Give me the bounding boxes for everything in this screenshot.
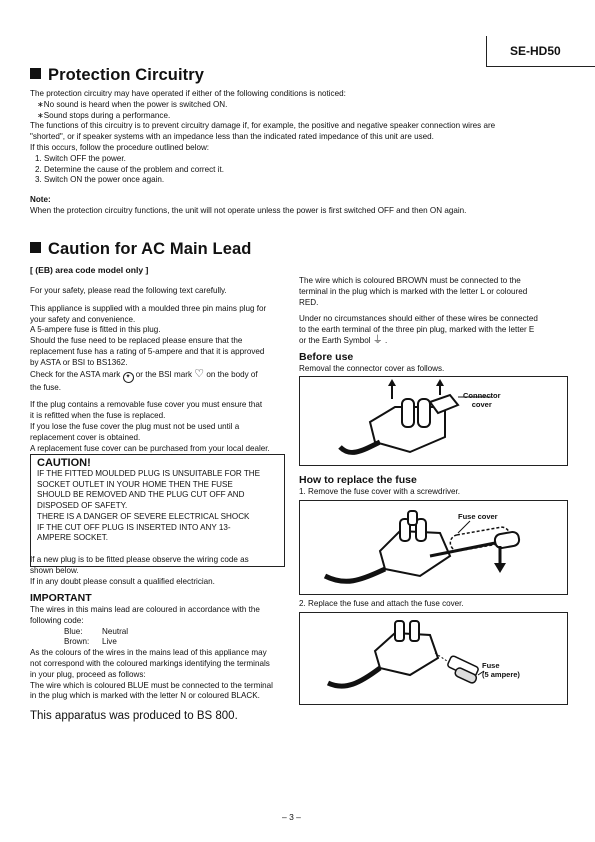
- brown-value: Live: [102, 637, 117, 647]
- protection-body: [30, 89, 575, 217]
- brown-wire-2: terminal in the plug which is marked with the letter L or coloured: [299, 286, 528, 296]
- fuse-cover-label: Fuse cover: [458, 512, 498, 521]
- caution-ac-title: Caution for AC Main Lead: [48, 240, 252, 258]
- caution-title: CAUTION!: [37, 457, 91, 469]
- replace-fuse-title: How to replace the fuse: [299, 474, 417, 486]
- earth-warning-3: [299, 336, 566, 347]
- new-plug-2: shown below.: [30, 565, 79, 575]
- wire-code-2: following code:: [30, 615, 84, 625]
- mark-check-a: Check for the ASTA mark: [30, 369, 121, 379]
- fuse-cover-1: If the plug contains a removable fuse cover you must ensure that: [30, 400, 263, 410]
- bs800-statement: This apparatus was produced to BS 800.: [30, 710, 238, 722]
- right-column-top: [299, 276, 566, 347]
- safety-read: For your safety, please read the following text carefully.: [30, 286, 227, 295]
- caution-line-6: IF THE CUT OFF PLUG IS INSERTED INTO ANY 13-: [37, 522, 231, 532]
- caution-ac-heading: [30, 240, 251, 259]
- fuse-label-2: (5 ampere): [482, 670, 520, 679]
- note-label: Note:: [30, 195, 51, 205]
- wire-code-1: The wires in this mains lead are coloured in accordance with the: [30, 605, 260, 614]
- connector-label: Connector: [463, 391, 501, 400]
- blue-value: Neutral: [102, 626, 129, 636]
- caution-box: [30, 454, 285, 567]
- figure-fuse: [299, 612, 568, 705]
- fuse-replace-3: by ASTA or BSI to BS1362.: [30, 357, 128, 367]
- blue-row: [30, 627, 287, 638]
- caution-line-5: THERE IS A DANGER OF SEVERE ELECTRICAL SHOCK: [37, 511, 250, 521]
- brown-wire-3: RED.: [299, 297, 319, 307]
- left-column: [30, 286, 287, 454]
- protection-title: Protection Circuitry: [48, 66, 205, 84]
- plug-text-1: This appliance is supplied with a moulded three pin mains plug for: [30, 303, 267, 313]
- brown-wire-1: The wire which is coloured BROWN must be connected to the: [299, 276, 521, 285]
- fuse-replace-2: replacement fuse has a rating of 5-ampere and that it is approved: [30, 346, 265, 356]
- earth-warning-1: Under no circumstances should either of these wires be connected: [299, 314, 538, 324]
- caution-line-7: AMPERE SOCKET.: [37, 533, 109, 543]
- caution-line-3: SHOULD BE REMOVED AND THE PLUG CUT OFF AND: [37, 490, 245, 500]
- colours-2: not correspond with the coloured markings identifying the terminals: [30, 658, 270, 668]
- fuse-replace-1: Should the fuse need to be replaced please ensure that the: [30, 336, 243, 346]
- connector-cover-label: [463, 391, 501, 409]
- replacement-cover: A replacement fuse cover can be purchased from your local dealer.: [30, 443, 270, 453]
- model-number: SE-HD50: [510, 44, 561, 58]
- protection-heading: [30, 66, 204, 85]
- step-3: 3. Switch ON the power once again.: [35, 175, 165, 185]
- figure-fuse-cover: [299, 500, 568, 595]
- fuse-illustration: [300, 613, 567, 704]
- plug-cover-illustration: [300, 377, 567, 465]
- lose-cover-2: replacement cover is obtained.: [30, 432, 141, 442]
- important-title: IMPORTANT: [30, 592, 92, 604]
- brown-row: [30, 637, 287, 648]
- new-plug-1: If a new plug is to be fitted please observe the wiring code as: [30, 555, 249, 564]
- protection-desc-1: The functions of this circuitry is to prevent circuitry damage if, for example, the positive and negative speaker connection wires are: [30, 121, 496, 131]
- replace-step-2: 2. Replace the fuse and attach the fuse cover.: [299, 599, 464, 608]
- lose-cover-1: If you lose the fuse cover the plug must not be used until a: [30, 421, 240, 431]
- blue-wire-2: in the plug which is marked with the letter N or coloured BLACK.: [30, 691, 260, 701]
- square-bullet-icon: [30, 242, 41, 253]
- fuse-cover-2: it is refitted when the fuse is replaced.: [30, 411, 166, 421]
- blue-wire-1: The wire which is coloured BLUE must be connected to the terminal: [30, 680, 273, 690]
- colours-1: As the colours of the wires in the mains lead of this appliance may: [30, 648, 267, 658]
- square-bullet-icon: [30, 68, 41, 79]
- consult-electrician: If in any doubt please consult a qualified electrician.: [30, 576, 215, 586]
- caution-text: [37, 469, 279, 544]
- mark-check-c: on the body of: [206, 369, 258, 379]
- note-text: When the protection circuitry functions, the unit will not operate unless the power is first switched OFF and then ON again.: [30, 205, 467, 215]
- screwdriver-illustration: [300, 501, 567, 594]
- condition-1: ∗No sound is heard when the power is switched ON.: [37, 99, 228, 109]
- replace-step-1: 1. Remove the fuse cover with a screwdriver.: [299, 487, 461, 496]
- protection-intro: The protection circuitry may have operated if either of the following conditions is noticed:: [30, 89, 346, 98]
- cover-label: cover: [471, 400, 492, 409]
- fuse-fitted-text: A 5-ampere fuse is fitted in this plug.: [30, 325, 161, 335]
- mark-check-line: [30, 369, 287, 383]
- caution-line-4: DISPOSED OF SAFETY.: [37, 501, 128, 511]
- earth-warning-2: to the earth terminal of the three pin plug, marked with the letter E: [299, 325, 535, 335]
- fuse-label: [482, 661, 520, 679]
- before-use-text: Removal the connector cover as follows.: [299, 364, 445, 373]
- fuse-label-1: Fuse: [482, 661, 500, 670]
- brown-label: Brown:: [64, 637, 90, 647]
- figure-connector-cover: [299, 376, 568, 466]
- after-box-text: [30, 555, 287, 587]
- colours-3: in your plug, proceed as follows:: [30, 669, 146, 679]
- earth-warning-3b: .: [385, 335, 388, 345]
- mark-check-b: or the BSI mark: [135, 369, 192, 379]
- plug-text-2: your safety and convenience.: [30, 314, 136, 324]
- procedure-intro: If this occurs, follow the procedure outlined below:: [30, 142, 210, 152]
- bsi-mark-icon: ♡: [194, 367, 205, 380]
- asta-mark-icon: ✦: [123, 372, 134, 383]
- step-2: 2. Determine the cause of the problem and correct it.: [35, 164, 224, 174]
- earth-warning-3a: or the Earth Symbol: [299, 335, 371, 345]
- area-code-note: [ (EB) area code model only ]: [30, 265, 149, 275]
- step-1: 1. Switch OFF the power.: [35, 153, 126, 163]
- mark-check-d: the fuse.: [30, 382, 62, 392]
- important-body: [30, 605, 287, 702]
- before-use-title: Before use: [299, 351, 354, 363]
- condition-2: ∗Sound stops during a performance.: [37, 110, 171, 120]
- earth-symbol-icon: ⏚: [372, 334, 383, 346]
- caution-line-2: SOCKET OUTLET IN YOUR HOME THEN THE FUSE: [37, 479, 233, 489]
- blue-label: Blue:: [64, 626, 83, 636]
- page-number: – 3 –: [282, 812, 301, 822]
- protection-desc-2: "shorted", or if speaker systems with an impedance less than the indicated rated impedance of this unit are used.: [30, 132, 434, 142]
- caution-line-1: IF THE FITTED MOULDED PLUG IS UNSUITABLE FOR THE: [37, 469, 261, 478]
